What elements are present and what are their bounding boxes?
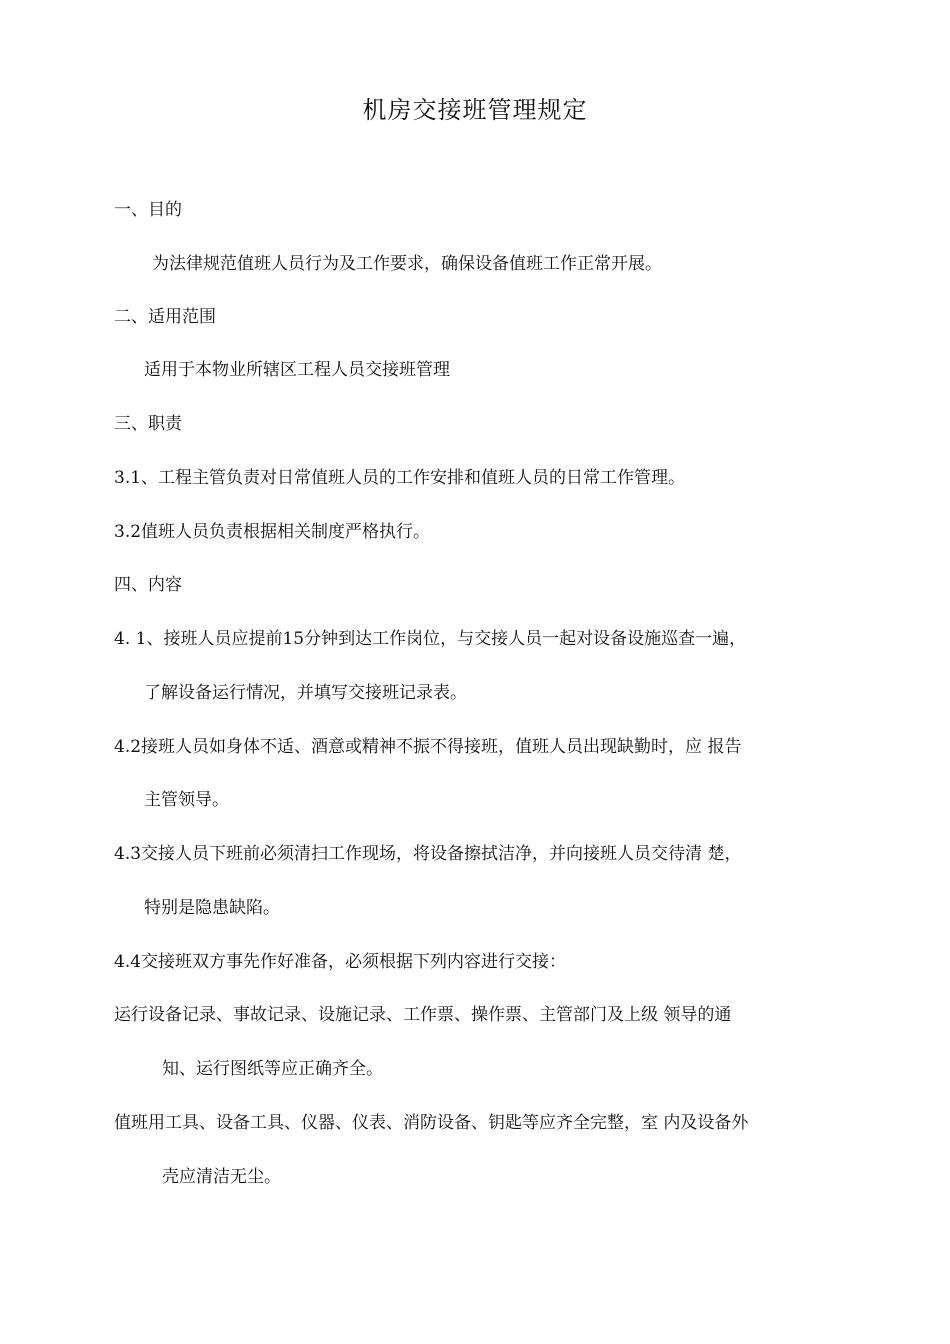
paragraph-content-4-2-cont: 主管领导。 <box>144 790 229 810</box>
paragraph-records: 运行设备记录、事故记录、设施记录、工作票、操作票、主管部门及上级 领导的通 <box>114 1005 732 1025</box>
section-heading-content: 四、内容 <box>114 575 182 595</box>
paragraph-content-4-3-cont: 特别是隐患缺陷。 <box>144 898 280 918</box>
paragraph-tools: 值班用工具、设备工具、仪器、仪表、消防设备、钥匙等应齐全完整，室 内及设备外 <box>114 1113 749 1133</box>
paragraph-duty-3-2: 3.2值班人员负责根据相关制度严格执行。 <box>114 522 431 542</box>
section-heading-scope: 二、适用范围 <box>114 307 216 327</box>
paragraph-content-4-1-cont: 了解设备运行情况，并填写交接班记录表。 <box>144 683 467 703</box>
paragraph-tools-cont: 壳应清洁无尘。 <box>162 1167 281 1187</box>
document-title: 机房交接班管理规定 <box>362 96 588 124</box>
paragraph-content-4-2: 4.2接班人员如身体不适、酒意或精神不振不得接班，值班人员出现缺勤时，应 报告 <box>114 737 742 757</box>
paragraph-content-4-3: 4.3交接人员下班前必须清扫工作现场，将设备擦拭洁净，并向接班人员交待清 楚， <box>114 844 742 864</box>
paragraph-content-4-1: 4. 1、接班人员应提前15分钟到达工作岗位，与交接人员一起对设备设施巡查一遍， <box>114 629 747 649</box>
section-heading-purpose: 一、目的 <box>114 200 182 220</box>
paragraph-duty-3-1: 3.1、工程主管负责对日常值班人员的工作安排和值班人员的日常工作管理。 <box>114 468 686 488</box>
paragraph-records-cont: 知、运行图纸等应正确齐全。 <box>162 1059 383 1079</box>
paragraph-content-4-4: 4.4交接班双方事先作好准备，必须根据下列内容进行交接： <box>114 952 567 972</box>
section-heading-duties: 三、职责 <box>114 414 182 434</box>
paragraph-purpose: 为法律规范值班人员行为及工作要求，确保设备值班工作正常开展。 <box>152 254 662 274</box>
paragraph-scope: 适用于本物业所辖区工程人员交接班管理 <box>144 360 450 380</box>
